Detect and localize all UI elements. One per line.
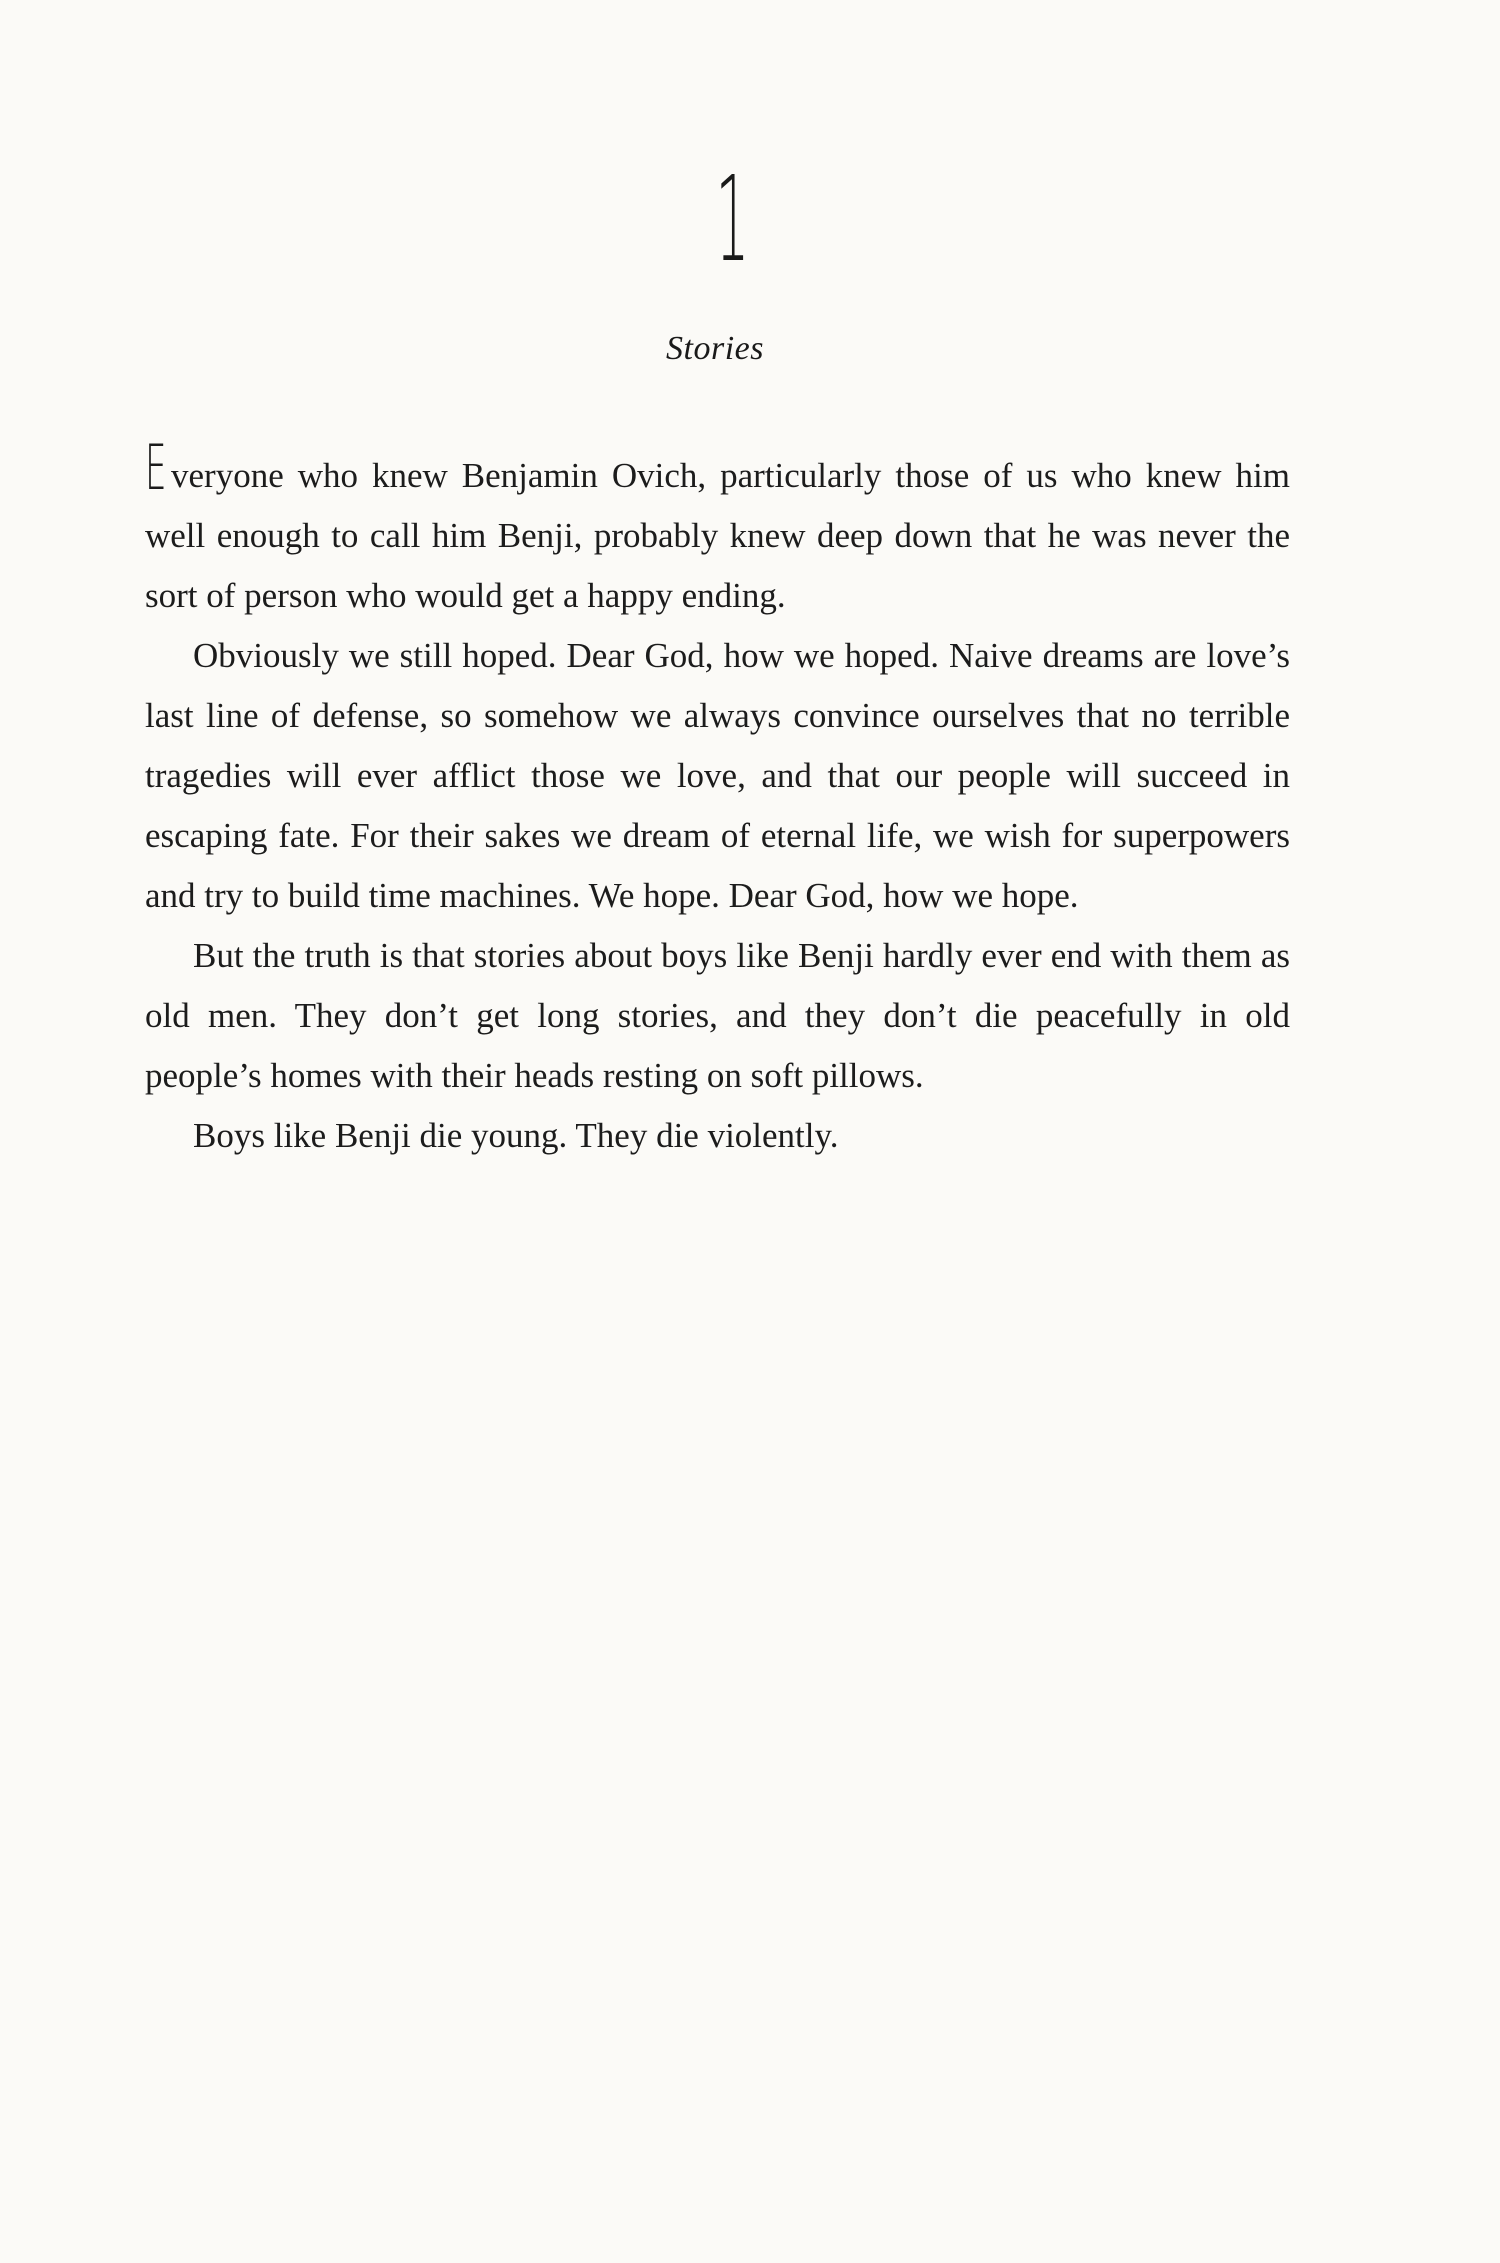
paragraph-2: Obviously we still hoped. Dear God, how we hoped. Naive dreams are love’s last line of defense, so somehow we always convince ourselves that no terrible tragedies will ever afflict those we love, and that our people will succeed in escaping fate. For their sakes we dream of eternal life, we wish for superpowers and try to build time machines. We hope. Dear God, how we hope. [145, 636, 1290, 915]
paragraph-1-text: veryone who knew Benjamin Ovich, particularly those of us who knew him well enough to call him Benji, probably knew deep down that he was never the sort of person who would get a happy ending. [145, 456, 1290, 615]
paragraph-3: But the truth is that stories about boys like Benji hardly ever end with them as old men. They don’t get long stories, and they don’t die peacefully in old people’s homes with their heads resting on soft pillows. [145, 936, 1290, 1095]
chapter-number: 1 [715, 150, 750, 288]
paragraph-4: Boys like Benji die young. They die violently. [193, 1116, 839, 1155]
chapter-body [145, 431, 1290, 1166]
paragraph-1 [145, 431, 1290, 626]
chapter-title: Stories [666, 330, 764, 367]
drop-cap: E [145, 431, 167, 504]
